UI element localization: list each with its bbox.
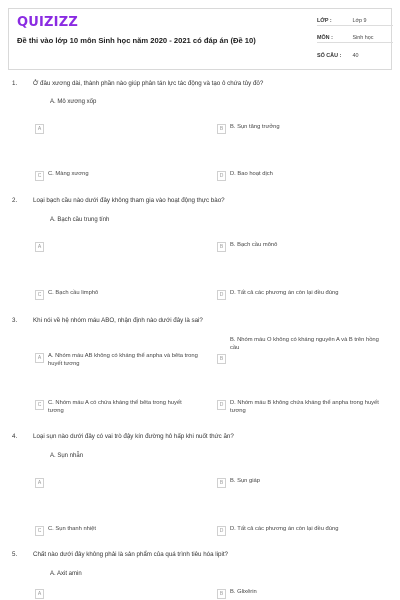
option-d[interactable] (217, 171, 380, 181)
question-number: 4. (12, 433, 18, 440)
option-a[interactable] (35, 124, 198, 134)
option-box: A (35, 478, 44, 488)
option-c[interactable] (35, 171, 198, 181)
answer-text: A. Mô xương xốp (50, 99, 97, 105)
meta-count-value: 40 (352, 53, 359, 59)
option-box: B (217, 354, 226, 364)
option-text: C. Bạch cầu limphô (48, 290, 99, 296)
option-b[interactable] (217, 589, 380, 599)
option-text: B. Sụn tăng trưởng (230, 124, 280, 130)
option-text: C. Sụn thanh nhiệt (48, 526, 97, 532)
option-box: C (35, 400, 44, 410)
option-text: B. Sụn giáp (230, 478, 260, 484)
option-box: A (35, 124, 44, 134)
meta-grade-label: LỚP : (317, 18, 332, 24)
option-d[interactable] (217, 400, 380, 415)
document-header (8, 8, 392, 70)
meta-count-label: SỐ CÂU : (317, 53, 342, 59)
question-number: 5. (12, 551, 18, 558)
option-box: B (217, 124, 226, 134)
question-number: 1. (12, 80, 18, 87)
option-text: C. Nhóm máu A có chứa kháng thể bêta trong huyết tương (48, 400, 182, 414)
option-box: C (35, 171, 44, 181)
question-number: 2. (12, 197, 18, 204)
option-c[interactable] (35, 526, 198, 536)
option-a[interactable] (35, 353, 198, 368)
option-box: C (35, 526, 44, 536)
answer-text: A. Sụn nhẫn (50, 453, 84, 459)
option-c[interactable] (35, 290, 198, 300)
meta-grade (317, 18, 387, 24)
document-title: Đề thi vào lớp 10 môn Sinh học năm 2020 - 2021 có đáp án (Đề 10) (17, 36, 256, 45)
divider (317, 42, 393, 43)
meta-subject-value: Sinh học (352, 35, 374, 41)
option-box: B (217, 478, 226, 488)
question-text: Loại bạch cầu nào dưới đây không tham gia vào hoạt động thực bào? (33, 197, 225, 204)
question-text: Ở đâu xương dài, thành phần nào giúp phân tán lực tác động và tạo ô chứa tủy đỏ? (33, 80, 264, 87)
option-box: A (35, 353, 44, 363)
option-a[interactable] (35, 478, 198, 488)
option-a[interactable] (35, 242, 198, 252)
option-text: B. Glixêrin (230, 589, 257, 595)
meta-subject (317, 35, 387, 41)
option-text: B. Nhóm máu O không có kháng nguyên A và B trên hồng cầu (230, 337, 379, 351)
option-box: B (217, 589, 226, 599)
option-box: C (35, 290, 44, 300)
option-text: D. Tất cả các phương án còn lại đều đúng (230, 290, 339, 296)
quizizz-logo: QUIZIZZ (17, 15, 78, 30)
option-text: C. Màng xương (48, 171, 89, 177)
option-d[interactable] (217, 290, 380, 300)
answer-text: A. Axit amin (50, 571, 82, 577)
option-box: D (217, 400, 226, 410)
option-b[interactable] (217, 124, 380, 134)
meta-question-count (317, 53, 387, 59)
question-text: Chất nào dưới đây không phải là sản phẩm của quá trình tiêu hóa lipit? (33, 551, 228, 558)
option-box: D (217, 526, 226, 536)
option-text: A. Nhóm máu AB không có kháng thể anpha và bêta trong huyết tương (48, 353, 198, 367)
option-b[interactable] (217, 242, 380, 252)
option-box: B (217, 242, 226, 252)
option-box: A (35, 242, 44, 252)
option-text: D. Bao hoạt dịch (230, 171, 273, 177)
option-box: D (217, 290, 226, 300)
question-text: Loại sụn nào dưới đây có vai trò đậy kín đường hô hấp khi nuốt thức ăn? (33, 433, 234, 440)
option-c[interactable] (35, 400, 198, 415)
option-text: D. Tất cả các phương án còn lại đều đúng (230, 526, 339, 532)
option-a[interactable] (35, 589, 198, 599)
option-b[interactable] (217, 478, 380, 488)
option-text: B. Bạch cầu mônô (230, 242, 278, 248)
option-box: D (217, 171, 226, 181)
option-b[interactable] (217, 337, 380, 364)
option-d[interactable] (217, 526, 380, 536)
meta-grade-value: Lớp 9 (352, 18, 367, 24)
divider (317, 25, 393, 26)
answer-text: A. Bạch cầu trung tính (50, 217, 110, 223)
meta-subject-label: MÔN : (317, 35, 333, 41)
option-box: A (35, 589, 44, 599)
question-text: Khi nói về hệ nhóm máu ABO, nhận định nào dưới đây là sai? (33, 317, 203, 324)
question-number: 3. (12, 317, 18, 324)
option-text: D. Nhóm máu B không chứa kháng thể anpha trong huyết tương (230, 400, 379, 414)
